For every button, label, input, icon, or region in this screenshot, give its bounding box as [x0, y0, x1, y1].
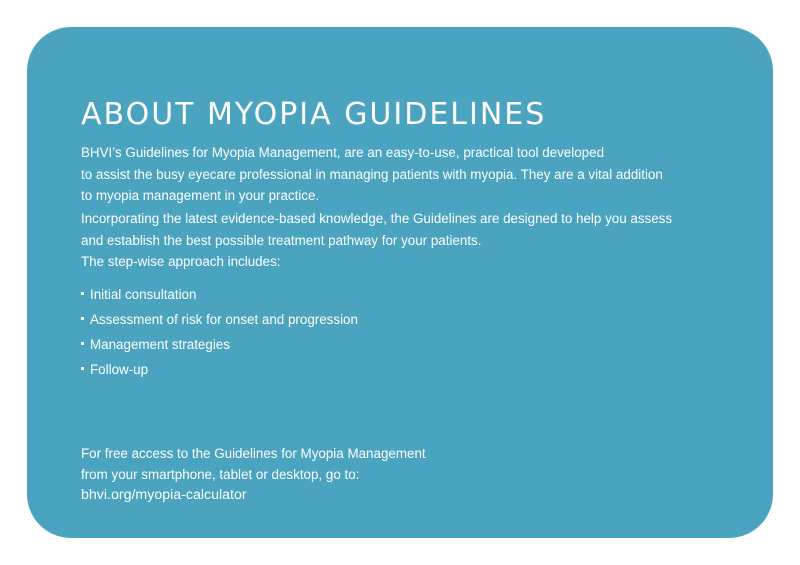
info-card [27, 27, 773, 538]
intro-line: to assist the busy eyecare professional in managing patients with myopia. They are a vital addition [81, 166, 663, 182]
evidence-line: and establish the best possible treatment pathway for your patients. [81, 232, 482, 248]
footer-line: For free access to the Guidelines for Myopia Management [81, 446, 426, 461]
bullet-icon [81, 342, 84, 345]
intro-paragraph [81, 142, 663, 207]
evidence-line: Incorporating the latest evidence-based knowledge, the Guidelines are designed to help you assess [81, 211, 673, 226]
steps-list [81, 284, 358, 384]
access-info [81, 443, 426, 506]
intro-line: to myopia management in your practice. [81, 188, 320, 203]
step-label: Initial consultation [90, 287, 197, 302]
step-label: Follow-up [90, 362, 149, 377]
bullet-icon [81, 292, 84, 295]
intro-line: BHVI’s Guidelines for Myopia Management, are an easy-to-use, practical tool developed [81, 145, 605, 160]
list-item [81, 309, 358, 334]
list-item [81, 359, 358, 384]
calculator-link[interactable]: bhvi.org/myopia-calculator [81, 487, 247, 503]
evidence-paragraph [81, 208, 672, 251]
bullet-icon [81, 367, 84, 370]
approach-intro: The step-wise approach includes: [81, 254, 281, 269]
list-item [81, 284, 358, 309]
card-title: ABOUT MYOPIA GUIDELINES [81, 97, 547, 132]
step-label: Management strategies [90, 337, 230, 352]
footer-line: from your smartphone, tablet or desktop, go to: [81, 467, 360, 482]
list-item [81, 334, 358, 359]
bullet-icon [81, 317, 84, 320]
step-label: Assessment of risk for onset and progression [90, 312, 358, 327]
